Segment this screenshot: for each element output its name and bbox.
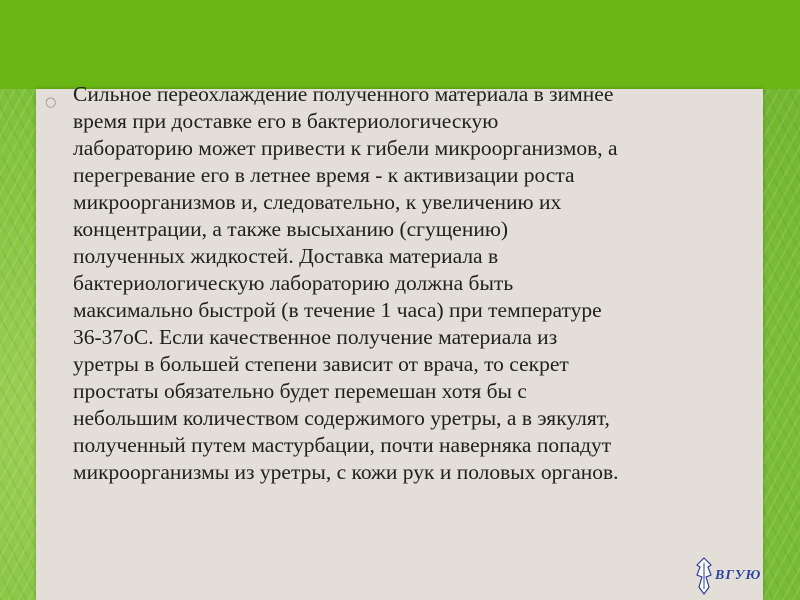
university-logo — [695, 557, 785, 595]
logo-text: ВГУЮ — [715, 568, 762, 583]
title-bar — [0, 0, 800, 89]
institution-emblem-icon — [695, 557, 713, 595]
bullet-icon: ○ — [45, 95, 57, 110]
slide-body-text: Сильное переохлаждение полученного материала в зимнее время при доставке его в бактериологическую лабораторию может привести к гибели микроорганизмов, а перегревание его в летнее время - к активизации роста микроорганизмов и, следовательно, к увеличению их концентрации, а также высыханию (сгущению) полученных жидкостей. Доставка материала в бактериологическую лабораторию должна быть максимально быстрой (в течение 1 часа) при температуре 36-37оС. Если качественное получение материала из уретры в большей степени зависит от врача, то секрет простаты обязательно будет перемешан хотя бы с небольшим количеством содержимого уретры, а в эякулят, полученный путем мастурбации, почти наверняка попадут микроорганизмы из уретры, с кожи рук и половых органов. — [73, 82, 619, 484]
